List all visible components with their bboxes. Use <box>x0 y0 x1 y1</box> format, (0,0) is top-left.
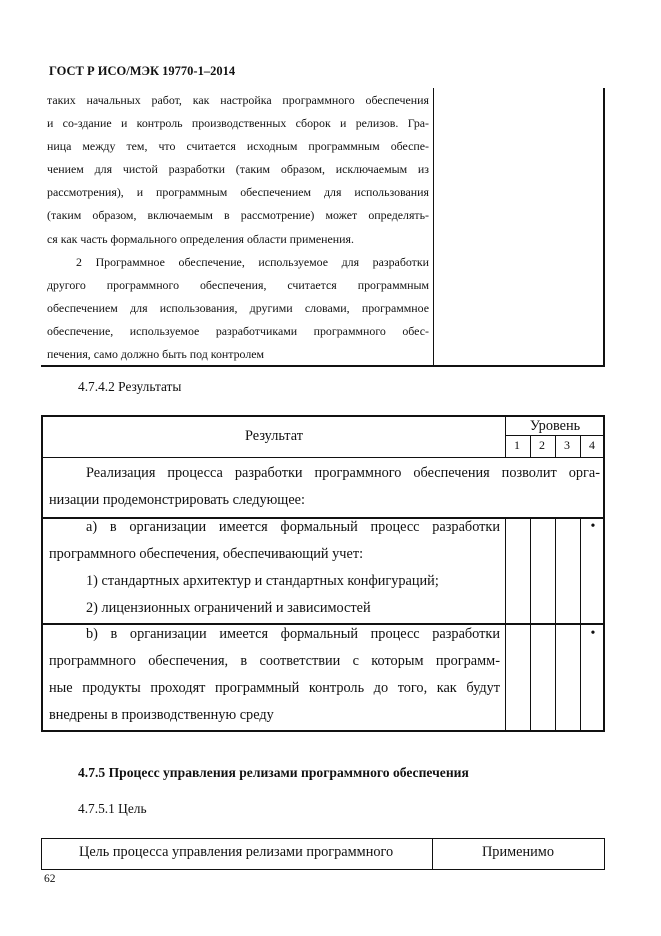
section-heading-475: 4.7.5 Процесс управления релизами программного обеспечения <box>78 765 469 780</box>
note-line: и со-здание и контроль производственных сборок и релизов. Гра- <box>47 116 429 131</box>
goal-table <box>41 838 605 870</box>
note-line: ница между тем, что считается исходным программным обеспе- <box>47 139 429 154</box>
row-b-line: программного обеспечения, в соответствии с которым программ- <box>49 653 500 669</box>
note-line: другого программного обеспечения, считается программным <box>47 277 429 292</box>
page-number: 62 <box>44 873 56 885</box>
col-divider <box>555 517 556 732</box>
note-line: обеспечение, используемое разработчиками программного обес- <box>47 323 429 338</box>
note-line: рассмотрения), и программным обеспечением для использования <box>47 185 429 200</box>
result-column-header: Результат <box>245 428 303 444</box>
table-divider <box>433 88 434 365</box>
note-line: обеспечением для использования, другими словами, программное <box>47 300 429 315</box>
document-header: ГОСТ Р ИСО/МЭК 19770-1–2014 <box>49 64 236 78</box>
level-3-header: 3 <box>564 438 570 452</box>
results-intro <box>49 460 600 514</box>
col-divider <box>505 517 506 732</box>
row-a-line: 1) стандартных архитектур и стандартных конфигураций; <box>86 573 439 589</box>
note-line: 2 Программное обеспечение, используемое для разработки <box>76 254 429 269</box>
row-a-line: 2) лицензионных ограничений и зависимостей <box>86 600 371 616</box>
row-b-line: ные продукты проходят программный контроль до того, как будут <box>49 680 500 696</box>
col-divider <box>580 517 581 732</box>
level-4-header: 4 <box>589 438 595 452</box>
level-2-header: 2 <box>539 438 545 452</box>
note-line: печения, само должно быть под контролем <box>47 347 265 362</box>
result-row-b <box>49 621 500 729</box>
continuation-table <box>41 88 605 367</box>
note-line: ся как часть формального определения области применения. <box>47 231 354 246</box>
intro-line: низации продемонстрировать следующее: <box>49 492 305 508</box>
applicable-cell: Применимо <box>481 844 554 860</box>
level-4-marker: • <box>590 626 596 641</box>
intro-line: Реализация процесса разработки программного обеспечения позволит орга- <box>86 465 600 481</box>
note-line: чением для чистой разработки (таким образом, исключаемым из <box>47 162 429 177</box>
note-line: таких начальных работ, как настройка программного обеспечения <box>47 93 429 107</box>
results-table <box>41 415 605 732</box>
row-b-line: b) в организации имеется формальный процесс разработки <box>86 626 500 642</box>
level-1-header: 1 <box>514 438 520 452</box>
note-cell <box>47 89 429 366</box>
section-heading-4751: 4.7.5.1 Цель <box>78 801 147 816</box>
section-heading-4742: 4.7.4.2 Результаты <box>78 379 182 394</box>
note-line: (таким образом, включаемым в рассмотрение) может определять- <box>47 208 429 223</box>
goal-cell: Цель процесса управления релизами программного <box>79 844 394 860</box>
level-4-marker: • <box>590 519 596 534</box>
row-a-line: программного обеспечения, обеспечивающий учет: <box>49 546 364 562</box>
level-column-header: Уровень <box>529 418 581 434</box>
header-bottom-line <box>43 457 605 458</box>
row-a-line: a) в организации имеется формальный процесс разработки <box>86 519 500 535</box>
row-b-line: внедрены в производственную среду <box>49 707 274 723</box>
col-divider <box>530 517 531 732</box>
result-row-a <box>49 514 500 622</box>
